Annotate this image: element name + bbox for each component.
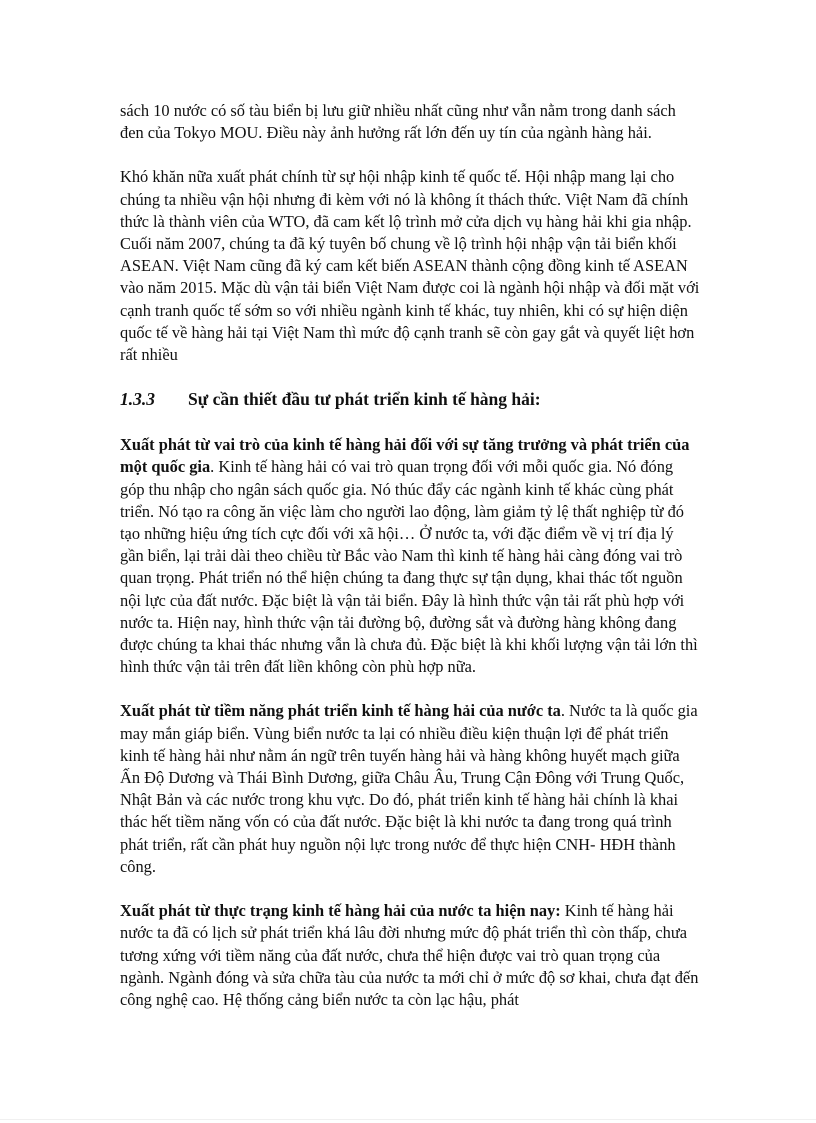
paragraph-body-text: . Kinh tế hàng hải có vai trò quan trọng đối với mỗi quốc gia. Nó đóng góp thu nhập cho ngân sách quốc gia. Nó thúc đẩy các ngành kinh tế khác cùng phát triển. Nó tạo ra công ăn việc làm cho người lao động, làm giảm tỷ lệ thất nghiệp từ đó tạo những hiệu ứng tích cực đối với xã hội… Ở nước ta, với đặc điểm về vị trí địa lý gần biển, lại trải dài theo chiều từ Bắc vào Nam thì kinh tế hàng hải càng đóng vai trò quan trọng. Phát triển nó thể hiện chúng ta đang thực sự tận dụng, khai thác tốt nguồn nội lực của đất nước. Đặc biệt là vận tải biển. Đây là hình thức vận tải rất phù hợp với nước ta. Hiện nay, hình thức vận tải đường bộ, đường sắt và đường hàng không đang được chúng ta khai thác nhưng vẫn là chưa đủ. Đặc biệt là khi khối lượng vận tải lớn thì hình thức vận tải trên đất liền không còn phù hợp nữa. — [120, 457, 698, 677]
paragraph-body-text: Kinh tế hàng hải nước ta đã có lịch sử phát triển khá lâu đời nhưng mức độ phát triển thì còn thấp, chưa tương xứng với tiềm năng của đất nước, chưa thể hiện được vai trò quan trọng của ngành. Ngành đóng và sửa chữa tàu của nước ta mới chỉ ở mức độ sơ khai, chưa đạt đến công nghệ cao. Hệ thống cảng biển nước ta còn lạc hậu, phát — [120, 901, 699, 1009]
paragraph-lead-bold: Xuất phát từ thực trạng kinh tế hàng hải của nước ta hiện nay: — [120, 901, 561, 921]
section-heading — [120, 388, 700, 410]
section-title: Sự cần thiết đầu tư phát triển kinh tế hàng hải: — [188, 389, 541, 410]
paragraph-current-situation — [120, 900, 700, 1011]
paragraph-development-potential — [120, 700, 700, 878]
section-number: 1.3.3 — [120, 389, 155, 410]
page-content — [120, 100, 700, 1033]
paragraph-tokyo-mou: sách 10 nước có số tàu biển bị lưu giữ nhiều nhất cũng như vẫn nằm trong danh sách đen của Tokyo MOU. Điều này ảnh hưởng rất lớn đến uy tín của ngành hàng hải. — [120, 101, 676, 143]
page-bottom-edge — [0, 1119, 816, 1120]
paragraph-integration-challenges: Khó khăn nữa xuất phát chính từ sự hội nhập kinh tế quốc tế. Hội nhập mang lại cho chúng ta nhiều vận hội nhưng đi kèm với nó là không ít thách thức. Việt Nam đã chính thức là thành viên của WTO, đã cam kết lộ trình mở cửa dịch vụ hàng hải khi gia nhập. Cuối năm 2007, chúng ta đã ký tuyên bố chung về lộ trình hội nhập vận tải biển khối ASEAN. Việt Nam cũng đã ký cam kết biến ASEAN thành cộng đồng kinh tế ASEAN vào năm 2015. Mặc dù vận tải biển Việt Nam được coi là ngành hội nhập và đối mặt với cạnh tranh quốc tế sớm so với nhiều ngành kinh tế khác, tuy nhiên, khi có sự hiện diện quốc tế về hàng hải tại Việt Nam thì mức độ cạnh tranh sẽ còn gay gắt và quyết liệt hơn rất nhiều — [120, 167, 700, 365]
paragraph-lead-bold: Xuất phát từ vai trò của kinh tế hàng hải đối với sự tăng trưởng và phát triển của một quốc gia — [120, 435, 690, 477]
paragraph-body-text: . Nước ta là quốc gia may mắn giáp biển. Vùng biển nước ta lại có nhiều điều kiện thuận lợi để phát triển kinh tế hàng hải như nằm án ngữ trên tuyến hàng hải và hàng không huyết mạch giữa Ấn Độ Dương và Thái Bình Dương, giữa Châu Âu, Trung Cận Đông với Trung Quốc, Nhật Bản và các nước trong khu vực. Do đó, phát triển kinh tế hàng hải chính là khai thác hết tiềm năng vốn có của đất nước. Đặc biệt là khi nước ta đang trong quá trình phát triển, rất cần phát huy nguồn nội lực trong nước để thực hiện CNH- HĐH thành công. — [120, 701, 698, 876]
paragraph-lead-bold: Xuất phát từ tiềm năng phát triển kinh tế hàng hải của nước ta — [120, 701, 561, 721]
paragraph-role-of-maritime-economy — [120, 434, 700, 678]
